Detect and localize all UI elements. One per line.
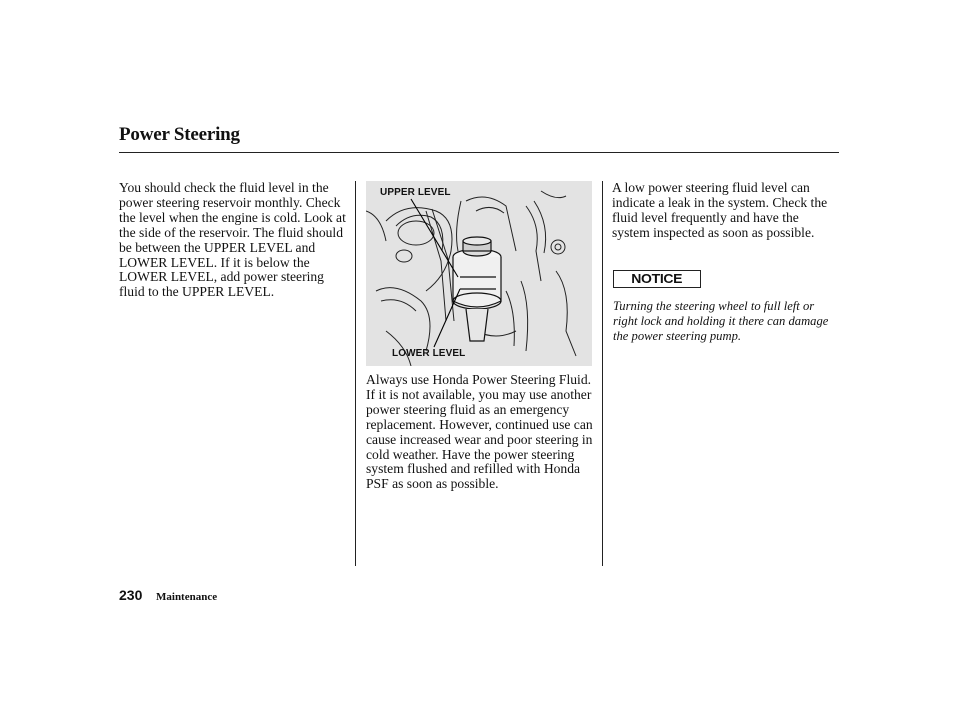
page-number: 230 <box>119 587 143 603</box>
notice-label: NOTICE <box>631 272 683 286</box>
notice-badge <box>613 270 701 288</box>
title-divider <box>119 152 839 153</box>
section-name: Maintenance <box>156 591 218 603</box>
left-column-paragraph: You should check the fluid level in the power steering reservoir monthly. Check the level when the engine is cold. Look at the side of the reservoir. The fluid should be between the UPPER LEVEL and LOWER LEVEL. If it is below the LOWER LEVEL, add power steering fluid to the UPPER LEVEL. <box>119 180 346 300</box>
middle-column-paragraph: Always use Honda Power Steering Fluid. If it is not available, you may use another power steering fluid as an emergency replacement. However, continued use can cause increased wear and poor steering in cold weather. Have the power steering system flushed and refilled with Honda PSF as soon as possible. <box>366 372 593 492</box>
column-divider-right <box>602 181 603 566</box>
engine-bay-drawing <box>366 181 592 366</box>
upper-level-label: UPPER LEVEL <box>380 187 451 198</box>
column-divider-left <box>355 181 356 566</box>
lower-level-label: LOWER LEVEL <box>392 348 466 359</box>
page-title: Power Steering <box>119 124 240 145</box>
reservoir-illustration <box>366 181 592 366</box>
notice-text: Turning the steering wheel to full left or right lock and holding it there can damage the power steering pump. <box>613 299 829 343</box>
right-column-paragraph: A low power steering fluid level can indicate a leak in the system. Check the fluid level frequently and have the system inspected as soon as possible. <box>612 180 828 240</box>
